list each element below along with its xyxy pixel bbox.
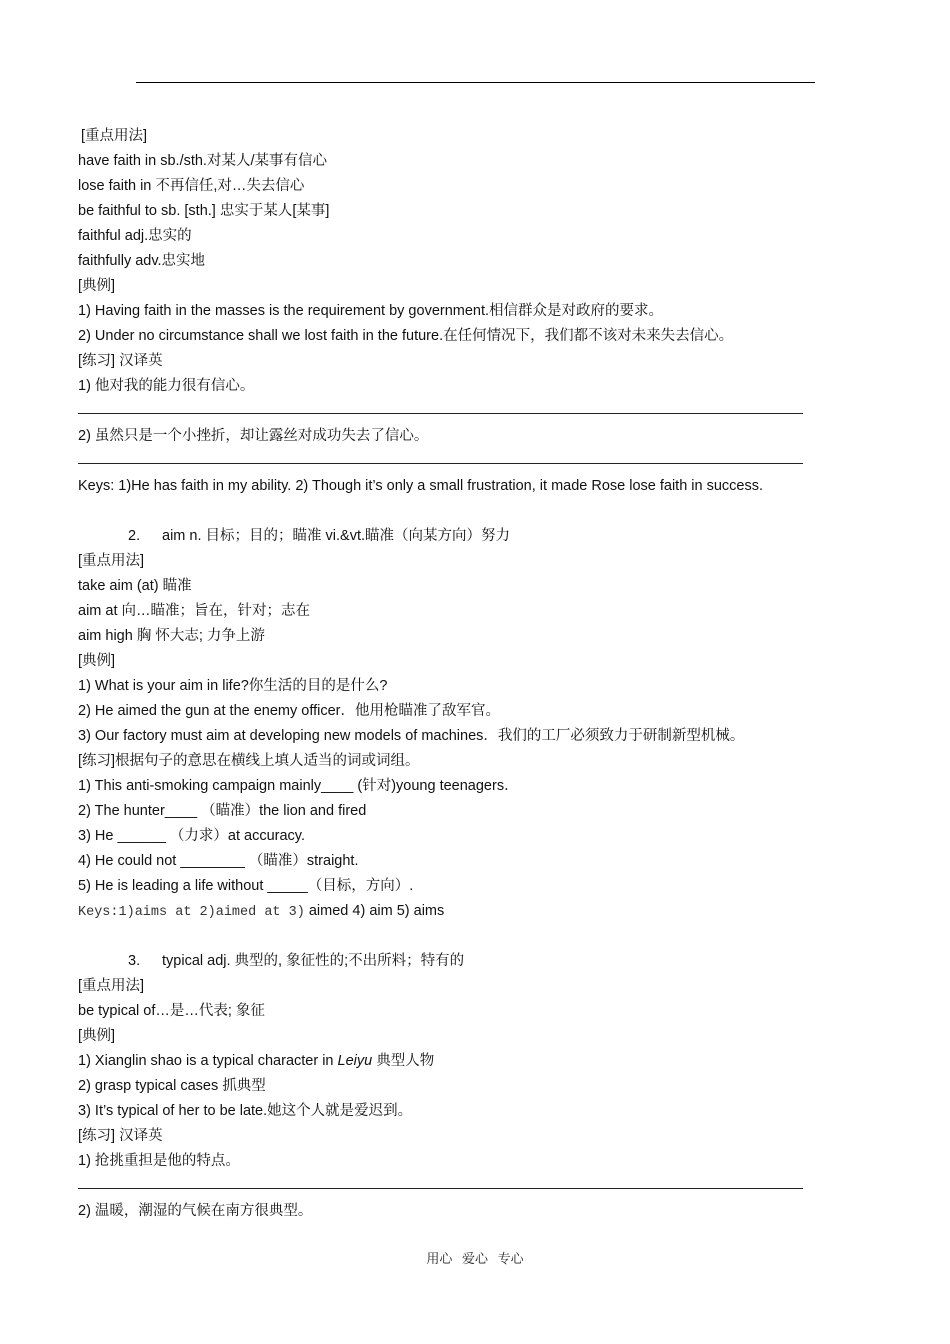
page-footer: 用心 爱心 专心 bbox=[426, 1251, 524, 1266]
answer-line bbox=[78, 1174, 818, 1199]
typical-example-1-italic: Leiyu bbox=[337, 1053, 373, 1069]
faith-exercise-2: 2) 虽然只是一个小挫折，却让露丝对成功失去了信心。 bbox=[78, 428, 429, 444]
aim-usage-1: take aim (at) 瞄准 bbox=[78, 578, 192, 594]
aim-exercise-2: 2) The hunter____ （瞄准）the lion and fired bbox=[78, 803, 367, 819]
aim-exercise-5: 5) He is leading a life without _____（目标，方向）. bbox=[78, 878, 414, 894]
aim-usage-2: aim at 向…瞄准；旨在，针对；志在 bbox=[78, 603, 311, 619]
typical-usage-heading: [重点用法] bbox=[78, 978, 145, 994]
faith-example-2: 2) Under no circumstance shall we lost faith in the future.在任何情况下，我们都不该对未来失去信心。 bbox=[78, 328, 734, 344]
typical-example-1-suffix: 典型人物 bbox=[372, 1053, 435, 1069]
typical-exercise-2: 2) 温暖，潮湿的气候在南方很典型。 bbox=[78, 1203, 313, 1219]
faith-example-1: 1) Having faith in the masses is the requirement by government.相信群众是对政府的要求。 bbox=[78, 303, 664, 319]
faith-usage-4: faithful adj.忠实的 bbox=[78, 228, 192, 244]
header-rule bbox=[136, 82, 815, 83]
faith-usage-2: lose faith in 不再信任,对…失去信心 bbox=[78, 178, 305, 194]
aim-title bbox=[78, 524, 818, 549]
aim-exercise-1: 1) This anti-smoking campaign mainly____ (针对)young teenagers． bbox=[78, 778, 519, 794]
typical-exercise-heading: [练习] 汉译英 bbox=[78, 1128, 163, 1144]
typical-example-3: 3) It’s typical of her to be late.她这个人就是爱迟到。 bbox=[78, 1103, 413, 1119]
faith-exercise-1: 1) 他对我的能力很有信心。 bbox=[78, 378, 255, 394]
faith-examples-heading: [典例] bbox=[78, 278, 116, 294]
aim-example-1: 1) What is your aim in life?你生活的目的是什么? bbox=[78, 678, 388, 694]
aim-usage-3: aim high 胸 怀大志; 力争上游 bbox=[78, 628, 265, 644]
document-body bbox=[78, 124, 818, 1224]
typical-exercise-1: 1) 抢挑重担是他的特点。 bbox=[78, 1153, 240, 1169]
aim-example-3: 3) Our factory must aim at developing new models of machines．我们的工厂必须致力于研制新型机械。 bbox=[78, 728, 745, 744]
aim-title-text: aim n. 目标；目的；瞄准 vi.&vt.瞄准（向某方向）努力 bbox=[162, 528, 511, 544]
faith-exercise-heading: [练习] 汉译英 bbox=[78, 353, 163, 369]
faith-keys: Keys: 1)He has faith in my ability. 2) Though it’s only a small frustration, it made Rose lose faith in success. bbox=[78, 478, 764, 494]
typical-number: 3. bbox=[128, 953, 141, 969]
typical-example-1 bbox=[78, 1049, 818, 1074]
faith-usage-1: have faith in sb./sth.对某人/某事有信心 bbox=[78, 153, 327, 169]
aim-examples-heading: [典例] bbox=[78, 653, 116, 669]
typical-title-text: typical adj. 典型的, 象征性的;不出所料；特有的 bbox=[162, 953, 465, 969]
faith-usage-5: faithfully adv.忠实地 bbox=[78, 253, 206, 269]
typical-examples-heading: [典例] bbox=[78, 1028, 116, 1044]
aim-keys-prefix: Keys:1)aims at 2)aimed at 3) bbox=[78, 905, 305, 920]
faith-usage-3: be faithful to sb. [sth.] 忠实于某人[某事] bbox=[78, 203, 330, 219]
answer-line bbox=[78, 399, 818, 424]
answer-line bbox=[78, 449, 818, 474]
typical-usage-1: be typical of…是…代表; 象征 bbox=[78, 1003, 265, 1019]
faith-usage-heading: [重点用法] bbox=[81, 128, 148, 144]
aim-exercise-heading: [练习]根据句子的意思在横线上填人适当的词或词组。 bbox=[78, 753, 420, 769]
aim-number: 2. bbox=[128, 528, 141, 544]
aim-example-2: 2) He aimed the gun at the enemy officer．他用枪瞄准了敌军官。 bbox=[78, 703, 500, 719]
spacer bbox=[78, 924, 818, 949]
aim-usage-heading: [重点用法] bbox=[78, 553, 145, 569]
aim-exercise-4: 4) He could not ________ （瞄准）straight. bbox=[78, 853, 359, 869]
aim-exercise-3: 3) He ______ （力求）at accuracy. bbox=[78, 828, 305, 844]
aim-keys bbox=[78, 899, 818, 924]
typical-example-1-prefix: 1) Xianglin shao is a typical character in bbox=[78, 1053, 338, 1069]
typical-example-2: 2) grasp typical cases 抓典型 bbox=[78, 1078, 266, 1094]
aim-keys-suffix: aimed 4) aim 5) aims bbox=[304, 903, 445, 919]
typical-title bbox=[78, 949, 818, 974]
spacer bbox=[78, 499, 818, 524]
